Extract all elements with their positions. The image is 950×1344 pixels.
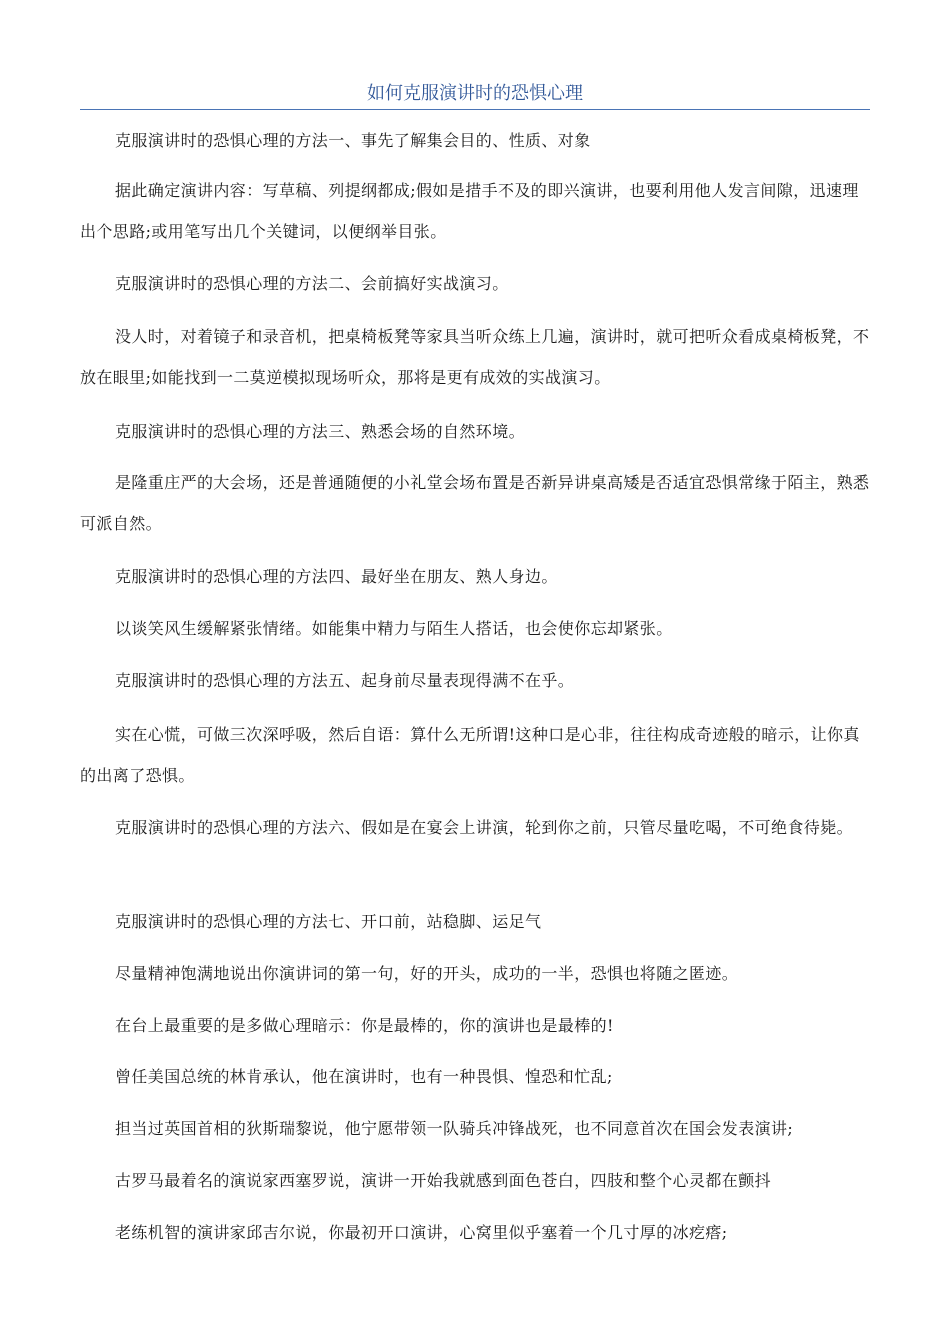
- paragraph: 实在心慌，可做三次深呼吸，然后自语：算什么无所谓!这种口是心非，往往构成奇迹般的暗示，让你真的出离了恐惧。: [80, 725, 860, 785]
- paragraph: 尽量精神饱满地说出你演讲词的第一句，好的开头，成功的一半，恐惧也将随之匿迹。: [115, 964, 739, 983]
- paragraph: 古罗马最着名的演说家西塞罗说，演讲一开始我就感到面色苍白，四肢和整个心灵都在颤抖: [115, 1171, 772, 1190]
- paragraph: 克服演讲时的恐惧心理的方法三、熟悉会场的自然环境。: [115, 422, 526, 441]
- paragraph: 克服演讲时的恐惧心理的方法四、最好坐在朋友、熟人身边。: [115, 567, 558, 586]
- paragraph: 克服演讲时的恐惧心理的方法二、会前搞好实战演习。: [115, 274, 509, 293]
- title-underline: [80, 109, 870, 110]
- paragraph: 克服演讲时的恐惧心理的方法五、起身前尽量表现得满不在乎。: [115, 671, 575, 690]
- paragraph: 担当过英国首相的狄斯瑞黎说，他宁愿带领一队骑兵冲锋战死，也不同意首次在国会发表演讲;: [115, 1119, 794, 1138]
- document-title: 如何克服演讲时的恐惧心理: [367, 83, 583, 104]
- paragraph: 老练机智的演讲家邱吉尔说，你最初开口演讲，心窝里似乎塞着一个几寸厚的冰疙瘩;: [115, 1223, 728, 1242]
- paragraph: 克服演讲时的恐惧心理的方法六、假如是在宴会上讲演，轮到你之前，只管尽量吃喝，不可绝食待毙。: [115, 818, 854, 837]
- paragraph: 在台上最重要的是多做心理暗示：你是最棒的，你的演讲也是最棒的!: [115, 1016, 614, 1035]
- paragraph: 据此确定演讲内容：写草稿、列提纲都成;假如是措手不及的即兴演讲，也要利用他人发言间隙，迅速理出个思路;或用笔写出几个关键词，以便纲举目张。: [80, 181, 859, 241]
- paragraph: 是隆重庄严的大会场，还是普通随便的小礼堂会场布置是否新异讲桌高矮是否适宜恐惧常缘于陌主，熟悉可派自然。: [80, 473, 870, 533]
- paragraph: 以谈笑风生缓解紧张情绪。如能集中精力与陌生人搭话，也会使你忘却紧张。: [115, 619, 673, 638]
- paragraph: 克服演讲时的恐惧心理的方法七、开口前，站稳脚、运足气: [115, 912, 542, 931]
- paragraph: 没人时，对着镜子和录音机，把桌椅板凳等家具当听众练上几遍，演讲时，就可把听众看成桌椅板凳，不放在眼里;如能找到一二莫逆模拟现场听众，那将是更有成效的实战演习。: [80, 327, 870, 387]
- paragraph: 曾任美国总统的林肯承认，他在演讲时，也有一种畏惧、惶恐和忙乱;: [115, 1067, 613, 1086]
- paragraph: 克服演讲时的恐惧心理的方法一、事先了解集会目的、性质、对象: [115, 131, 591, 150]
